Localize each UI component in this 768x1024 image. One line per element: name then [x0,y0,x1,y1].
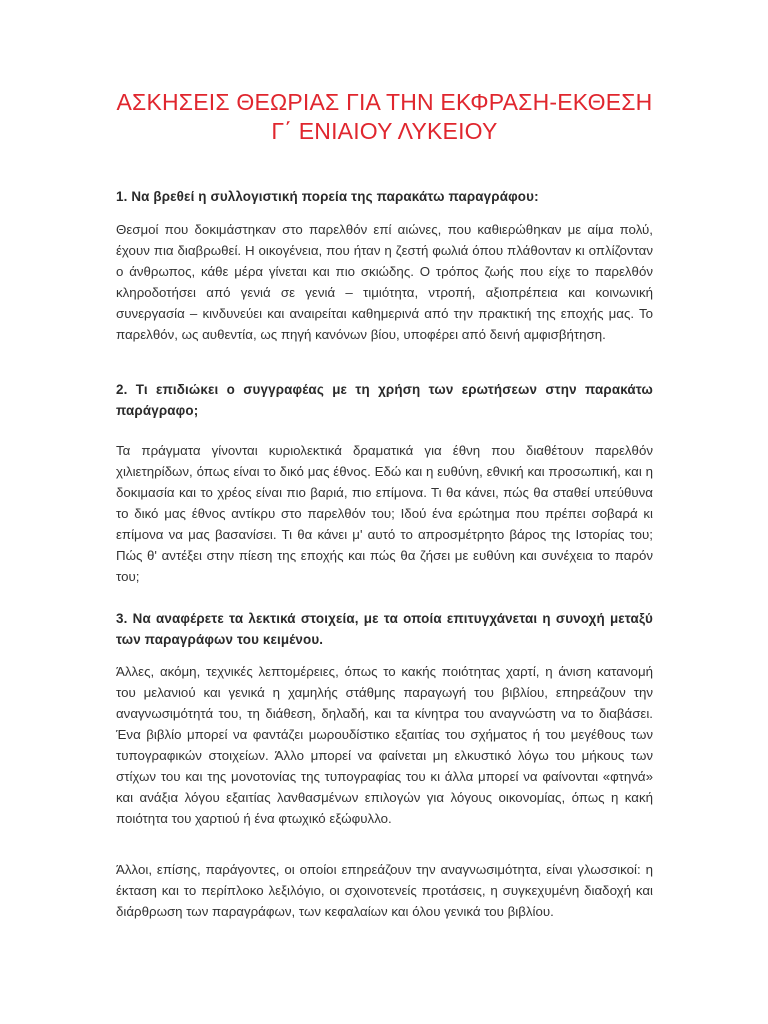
question-3-paragraph-1: Άλλες, ακόμη, τεχνικές λεπτομέρειες, όπως το κακής ποιότητας χαρτί, η άνιση κατανομή του μελανιού και γενικά η χαμηλής στάθμης παραγωγή του βιβλίου, επηρεάζουν την αναγνωσιμότητά του, τη διάθεση, δηλαδή, και τα κίνητρα του αναγνώστη να το διαβάσει. Ένα βιβλίο μπορεί να φαντάζει μωρουδίστικο εξαιτίας του σχήματος ή του μεγέθους των τυπογραφικών στοιχείων. Άλλο μπορεί να φαίνεται μη ελκυστικό λόγω του μήκους των στίχων του και της μονοτονίας της τυπογραφίας του κι άλλα μπορεί να φαίνονται «φτηνά» και ανάξια λόγου εξαιτίας λανθασμένων επιλογών για λόγους οικονομίας, όπως η κακή ποιότητα του χαρτιού ή ένα φτωχικό εξώφυλλο. [116,664,653,826]
question-2-paragraph: Τα πράγματα γίνονται κυριολεκτικά δραματικά για έθνη που διαθέτουν παρελθόν χιλιετηρίδων, όπως είναι το δικό μας έθνος. Εδώ και η ευθύνη, εθνική και προσωπική, και η δοκιμασία και το χρέος είναι πιο βαριά, πιο επίμονα. Τι θα κάνει, πώς θα σταθεί υπεύθυνα το δικό μας έθνος αντίκρυ στο παρελθόν του; Ιδού ένα ερώτημα που πρέπει σοβαρά κι επίμονα να μας βασανίσει. Τι θα κάνει μ' αυτό το απροσμέτρητο βάρος της Ιστορίας του; Πώς θ' αντέξει στην πίεση της εποχής και πώς θα ζήσει με ευθύνη και συνέχεια το παρόν του; [116,443,653,584]
question-1-heading: 1. Να βρεθεί η συλλογιστική πορεία της παρακάτω παραγράφου: [116,189,539,204]
question-1-paragraph: Θεσμοί που δοκιμάστηκαν στο παρελθόν επί αιώνες, που καθιερώθηκαν με αίμα πολύ, έχουν πια διαβρωθεί. Η οικογένεια, που ήταν η ζεστή φωλιά όπου πλάθονταν κι οπλίζονταν ο άνθρωπος, κάθε μέρα γίνεται και πιο σκιώδης. Ο τρόπος ζωής που είχε το παρελθόν κληροδοτήσει από γενιά σε γενιά – τιμιότητα, ντροπή, αξιοπρέπεια και κοινωνική συνεργασία – κινδυνεύει και αναιρείται καθημερινά από την πρακτική της εποχής μας. Το παρελθόν, ως αυθεντία, ως πηγή κανόνων βίου, υποφέρει από δεινή αμφισβήτηση. [116,222,653,342]
question-3-heading: 3. Να αναφέρετε τα λεκτικά στοιχεία, με τα οποία επιτυγχάνεται η συνοχή μεταξύ των παραγράφων του κειμένου. [116,611,653,647]
question-3-paragraph-2: Άλλοι, επίσης, παράγοντες, οι οποίοι επηρεάζουν την αναγνωσιμότητα, είναι γλωσσικοί: η έκταση και το περίπλοκο λεξιλόγιο, οι σχοινοτενείς προτάσεις, η συγκεχυμένη διαδοχή και διάρθρωση των παραγράφων, των κεφαλαίων και όλου γενικά του βιβλίου. [116,862,653,919]
document-title: ΑΣΚΗΣΕΙΣ ΘΕΩΡΙΑΣ ΓΙΑ ΤΗΝ ΕΚΦΡΑΣΗ-ΕΚΘΕΣΗ Γ΄ ΕΝΙΑΙΟΥ ΛΥΚΕΙΟΥ [116,89,653,144]
question-2-heading: 2. Τι επιδιώκει ο συγγραφέας με τη χρήση των ερωτήσεων στην παρακάτω παράγραφο; [116,382,653,418]
